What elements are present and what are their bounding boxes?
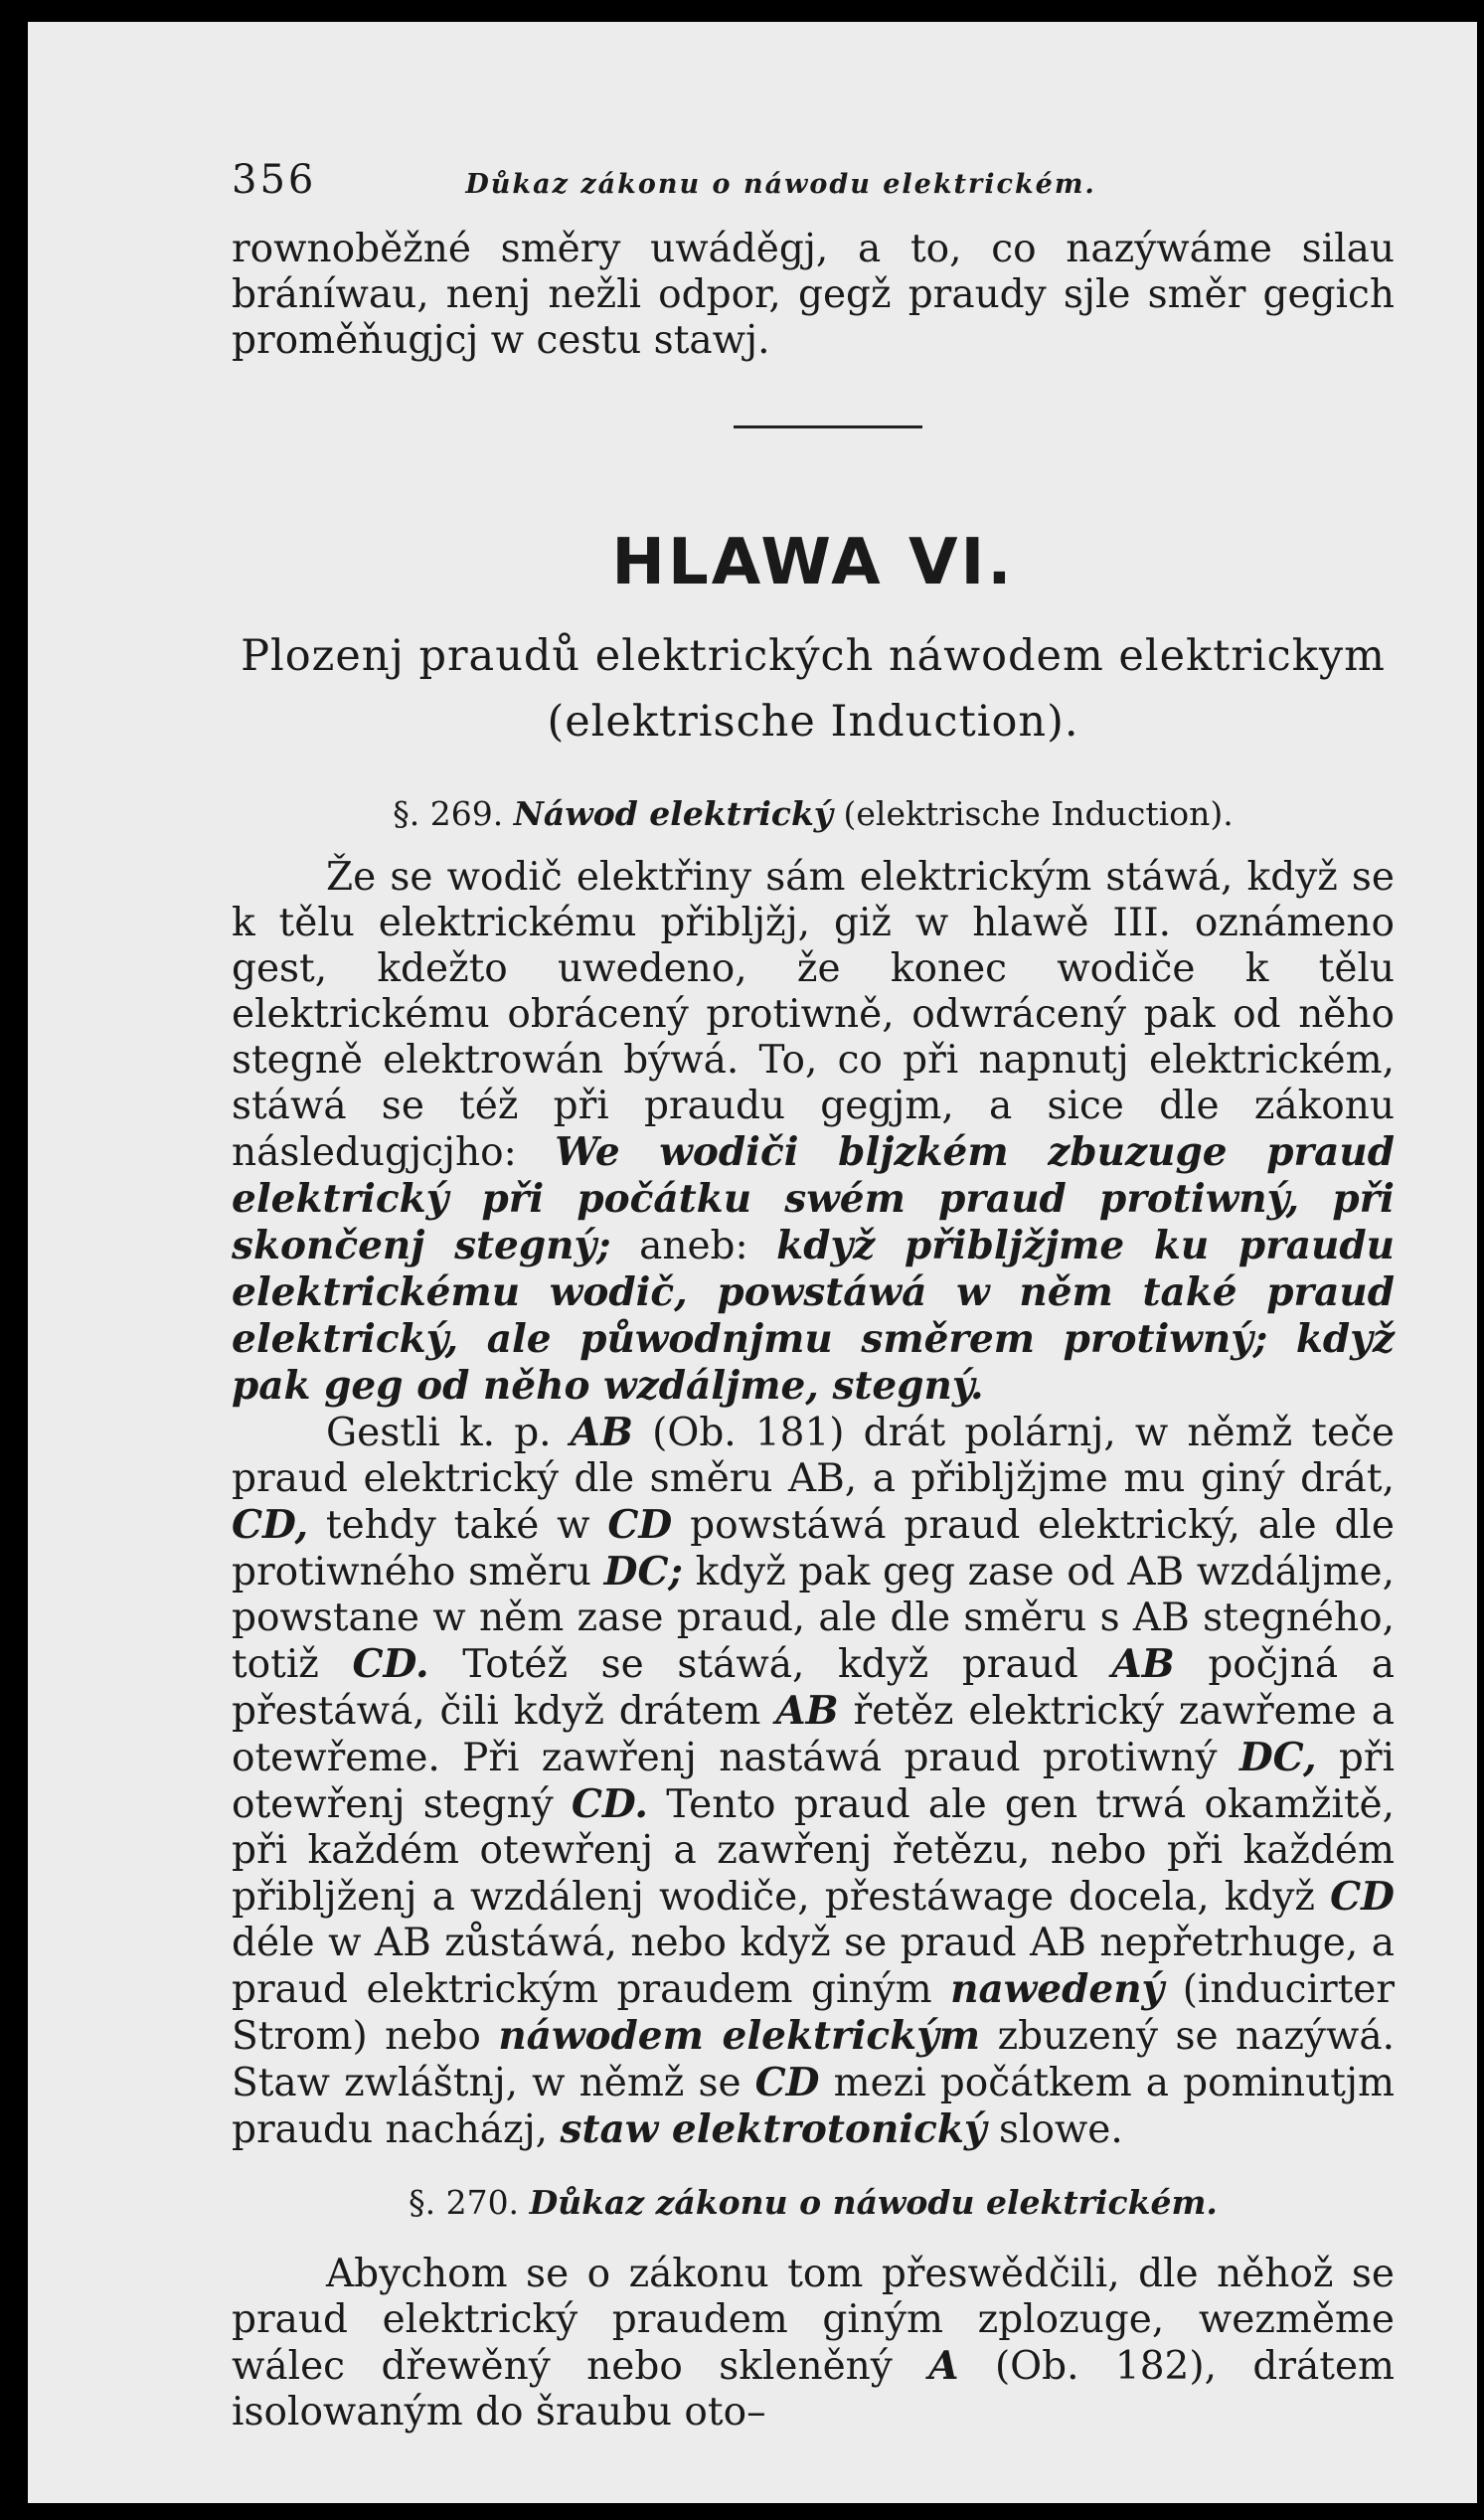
text-run: slowe. xyxy=(998,2107,1123,2152)
italic-run: CD xyxy=(754,2060,820,2105)
section-title-italic: Důkaz zákonu o náwodu elektrickém. xyxy=(529,2183,1218,2222)
italic-run: CD xyxy=(1330,1874,1395,1920)
section-title-rest: (elektrische Induction). xyxy=(843,794,1234,833)
chapter-subtitle-line1: Plozenj praudů elektrických náwodem elektrickym xyxy=(241,631,1386,681)
page-header xyxy=(232,157,1395,227)
chapter-subtitle xyxy=(232,623,1395,755)
running-head: Důkaz zákonu o náwodu elektrickém. xyxy=(465,169,1096,200)
italic-run: nawedený xyxy=(950,1966,1165,2012)
italic-run: AB xyxy=(1111,1641,1175,1687)
italic-run: We wodiči bljzkém zbuzuge praud elektrický při počátku swém praud protiwný, při skončenj stegný; xyxy=(232,1129,1395,1268)
italic-run: CD. xyxy=(571,1781,648,1827)
text-run: aneb: xyxy=(639,1224,748,1268)
text-run: Totéž se stáwá, když praud xyxy=(462,1642,1078,1687)
text-run: (Ob. 182), drátem isolowaným do šraubu oto– xyxy=(232,2344,1396,2435)
text-run: počjná a přestáwá, čili když drátem xyxy=(232,1642,1395,1734)
section-title-italic: Náwod elektrický xyxy=(513,794,833,833)
italic-run: DC; xyxy=(603,1549,683,1595)
page-content xyxy=(232,157,1395,2436)
text-run: tehdy také w xyxy=(325,1503,590,1548)
chapter-subtitle-line2: (elektrische Induction). xyxy=(547,697,1079,747)
italic-run: DC, xyxy=(1238,1735,1317,1780)
italic-run: když přibljžjme ku praudu elektrickému wodič, powstáwá w něm také praud elektrický, ale půwodnjmu směrem protiwný; když pak geg od něho wzdáljme, stegný. xyxy=(232,1223,1395,1409)
text-run: při otewřenj stegný xyxy=(232,1736,1396,1827)
chapter-title: HLAWA VI. xyxy=(611,526,1015,599)
text-run: Že se wodič elektřiny sám elektrickým stáwá, když se k tělu elektrickému přibljžj, giž w hlawě III. oznámeno gest, kdežto uwedeno, že konec wodiče k tělu elektrickému obrácený protiwně, odwrácený pak od něho stegně elektrowán býwá. To, co při napnutj elektrickém, stáwá se též při praudu gegjm, a sice dle zákonu následugjcjho: xyxy=(232,855,1395,1175)
italic-run: CD xyxy=(607,1502,673,1548)
paragraph-2 xyxy=(232,1410,1395,2153)
section-divider xyxy=(734,425,922,428)
text-run: powstáwá praud elektrický, ale dle protiwného směru xyxy=(232,1503,1395,1595)
text-run: Tento praud ale gen trwá okamžitě, při každém otewřenj a zawřenj řetězu, nebo při každém přibljženj a wzdálenj wodiče, přestáwage docela, když xyxy=(232,1782,1396,1920)
text-run: Abychom se o zákonu tom přeswědčili, dle něhož se praud elektrický praudem giným zplozuge, wezměme wálec dřewěný nebo skleněný xyxy=(232,2252,1395,2389)
italic-run: AB xyxy=(570,1410,633,1455)
italic-run: náwodem elektrickým xyxy=(498,2013,981,2059)
page-number: 356 xyxy=(232,157,317,203)
paragraph-1 xyxy=(232,855,1395,1410)
text-run: řetěz elektrický zawřeme a otewřeme. Při zawřenj nastáwá praud protiwný xyxy=(232,1689,1395,1780)
italic-run: A xyxy=(928,2343,959,2389)
italic-run: CD. xyxy=(352,1641,429,1687)
section-number: §. 270. xyxy=(409,2183,520,2222)
section-269-heading xyxy=(232,794,1395,833)
section-number: §. 269. xyxy=(393,794,504,833)
text-run: když pak geg zase od AB wzdáljme, powstane w něm zase praud, ale dle směru s AB stegného, totiž xyxy=(232,1550,1395,1687)
italic-run: CD, xyxy=(232,1502,309,1548)
text-run: mezi počátkem a pominutjm praudu nacházj, xyxy=(232,2061,1395,2152)
text-run: (Ob. 181) drát polárnj, w němž teče praud elektrický dle směru AB, a přibljžjme mu giný drát, xyxy=(232,1411,1395,1501)
text-run: déle w AB zůstáwá, nebo když se praud AB nepřetrhuge, a praud elektrickým praudem giným xyxy=(232,1921,1395,2012)
text-run: zbuzený se nazýwá. Staw zwláštnj, w němž se xyxy=(232,2014,1395,2105)
text-run: Gestli k. p. xyxy=(326,1411,552,1455)
italic-run: staw elektrotonický xyxy=(560,2106,987,2152)
text-run: (inducirter Strom) nebo xyxy=(232,1967,1395,2059)
paragraph-3 xyxy=(232,2252,1395,2436)
section-270-heading xyxy=(232,2183,1395,2222)
italic-run: AB xyxy=(775,1688,839,1734)
book-page xyxy=(28,22,1477,2503)
intro-paragraph: rownoběžné směry uwáděgj, a to, co nazýwáme silau bráníwau, nenj nežli odpor, gegž praudy sjle směr gegich proměňugjcj w cestu stawj. xyxy=(232,227,1395,363)
